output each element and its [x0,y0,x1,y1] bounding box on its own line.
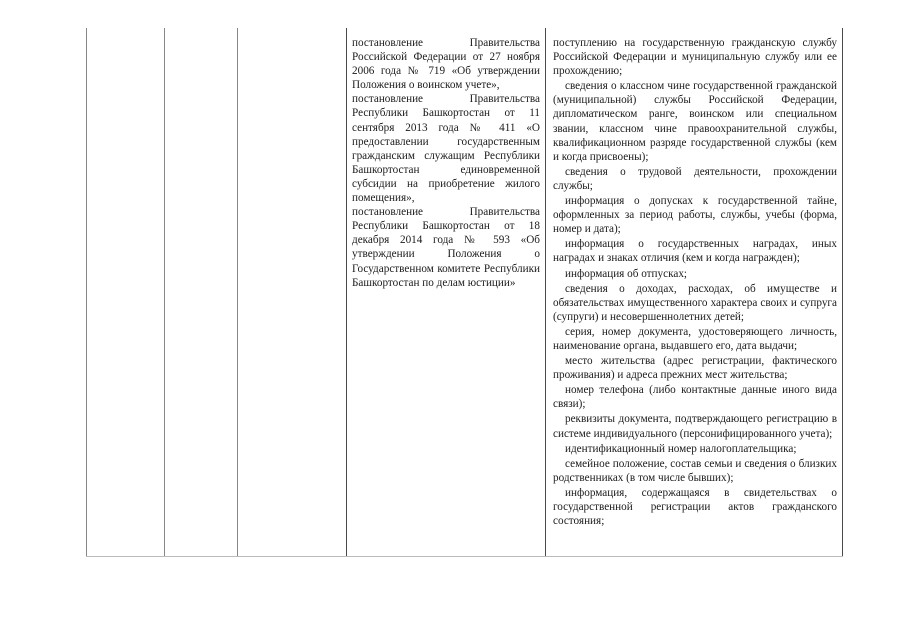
data-item-1: сведения о классном чине государственной гражданской (муниципальной) службы Российской Федерации, дипломатическом ранге, воинском или специальном звании, классном чине правоохранительной службы, квалификационном разряде государственной службы (кем и когда присвоены); [553,80,837,163]
data-item-4: информация о государственных наградах, иных наградах и знаках отличия (кем и когда награжден); [553,238,837,265]
data-item-5: информация об отпусках; [565,267,688,280]
table-column-divider-2 [237,28,238,556]
data-item-8: место жительства (адрес регистрации, фактического проживания) и адреса прежних мест жительства; [553,355,837,382]
table-column-divider-4 [545,28,546,556]
table-column-divider-3 [346,28,347,556]
data-item-6: сведения о доходах, расходах, об имуществе и обязательствах имущественного характера своих и супруга (супруги) и несовершеннолетних детей; [553,282,837,323]
data-item-13: информация, содержащаяся в свидетельствах о государственной регистрации актов гражданского состояния; [553,486,837,528]
data-item-9: номер телефона (либо контактные данные иного вида связи); [553,384,837,411]
table-column-divider-1 [164,28,165,556]
personal-data-list-column [553,36,837,529]
data-item-7: серия, номер документа, удостоверяющего личность, наименование органа, выдавшего его, дата выдачи; [553,325,837,352]
table-bottom-edge [86,556,843,557]
data-item-10: реквизиты документа, подтверждающего регистрацию в системе индивидуального (персонифицированного учета); [553,413,837,440]
legal-basis-column [352,36,540,290]
table-border-left [86,28,87,556]
data-item-2: сведения о трудовой деятельности, прохождении службы; [553,165,837,192]
data-item-12: семейное положение, состав семьи и сведения о близких родственниках (в том числе бывших); [553,457,837,484]
data-item-0: поступлению на государственную гражданскую службу Российской Федерации и муниципальную службу или ее прохождению; [553,37,837,78]
legal-act-1: постановление Правительства Российской Федерации от 27 ноября 2006 года № 719 «Об утверждении Положения о воинском учете», [352,37,540,92]
table-border-right [842,28,843,556]
data-item-3: информация о допусках к государственной тайне, оформленных за период работы, службы, учебы (форма, номер и дата); [553,195,837,236]
legal-act-2: постановление Правительства Республики Башкортостан от 11 сентября 2013 года № 411 «О предоставлении государственным гражданским служащим Республики Башкортостан единовременной субсидии на приобретение жилого помещения», [352,93,540,205]
data-item-11: идентификационный номер налогоплательщика; [565,442,797,455]
legal-act-3: постановление Правительства Республики Башкортостан от 18 декабря 2014 года № 593 «Об утверждении Положения о Государственном комитете Республики Башкортостан по делам юстиции» [352,206,540,289]
